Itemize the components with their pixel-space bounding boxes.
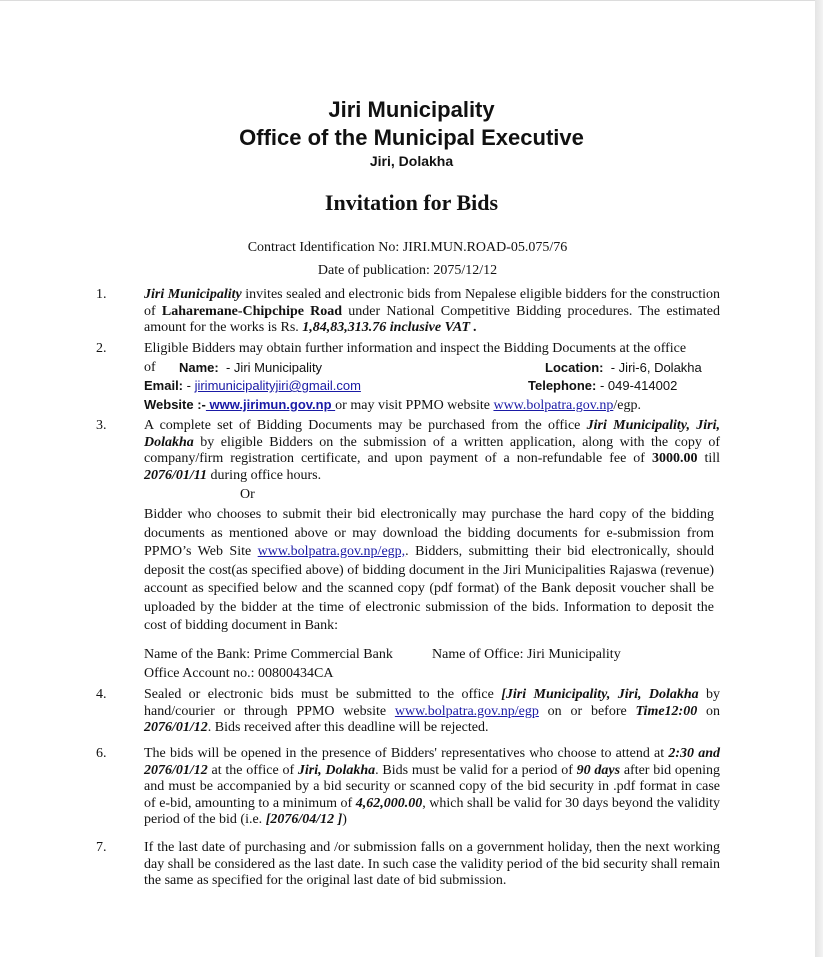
- document-title: Invitation for Bids: [324, 190, 499, 215]
- item-1-text: Jiri Municipality invites sealed and electronic bids from Nepalese eligible bidders for the construction of Laharemane-Chipchipe Road under National Competitive Bidding procedures. The estimated amount for the works is Rs. 1,84,83,313.76 inclusive VAT .: [144, 287, 720, 335]
- contract-id: Contract Identification No: JIRI.MUN.ROAD-05.075/76: [247, 240, 568, 255]
- publication-date: Date of publication: 2075/12/12: [317, 263, 498, 278]
- item-2-location: Location: - Jiri-6, Dolakha: [545, 360, 702, 375]
- item-7-number: 7.: [96, 840, 107, 855]
- item-3-text: A complete set of Bidding Documents may be purchased from the office Jiri Municipality, Jiri, Dolakha by eligible Bidders on the submission of a written application, along with the copy of company/firm registration certificate, and upon payment of a non-refundable fee of 3000.00 till 2076/01/11 during office hours.: [144, 418, 720, 483]
- item-6-text: The bids will be opened in the presence of Bidders' representatives who choose to attend at 2:30 and 2076/01/12 at the office of Jiri, Dolakha. Bids must be valid for a period of 90 days after bid opening and must be accompanied by a bid security or scanned copy of the bid security in .pdf format in case of e-bid, amounting to a minimum of 4,62,000.00, which shall be valid for 30 days beyond the validity period of the bid (i.e. [2076/04/12 ]): [144, 746, 720, 827]
- item-2-number: 2.: [96, 341, 107, 356]
- bank-name: Name of the Bank: Prime Commercial Bank: [144, 647, 393, 662]
- item-1-amount: 1,84,83,313.76 inclusive VAT .: [302, 320, 478, 335]
- item-2-of: of: [144, 360, 156, 375]
- email-link[interactable]: jirimunicipalityjiri@gmail.com: [194, 378, 361, 393]
- bolpatra-egp-link[interactable]: www.bolpatra.gov.np/egp,: [257, 544, 406, 559]
- item-2-email: Email: - jirimunicipalityjiri@gmail.com: [144, 378, 361, 393]
- office-name-bank: Name of Office: Jiri Municipality: [432, 647, 621, 662]
- item-1-employer: Jiri Municipality: [144, 287, 242, 302]
- office-name: Office of the Municipal Executive: [239, 125, 584, 150]
- item-3-or: Or: [240, 487, 255, 502]
- bolpatra-submit-link[interactable]: www.bolpatra.gov.np/egp: [394, 703, 539, 719]
- item-2-name: Name: - Jiri Municipality: [179, 360, 323, 375]
- office-place: Jiri, Dolakha: [369, 153, 454, 169]
- office-account: Office Account no.: 00800434CA: [144, 666, 334, 681]
- item-6-number: 6.: [96, 746, 107, 761]
- item-4-number: 4.: [96, 687, 107, 702]
- org-name: Jiri Municipality: [328, 97, 495, 122]
- page-top-border: [0, 0, 815, 1]
- item-2-telephone: Telephone: - 049-414002: [528, 378, 678, 393]
- page-edge-shadow: [815, 0, 823, 957]
- item-7-text: If the last date of purchasing and /or submission falls on a government holiday, then the next working day shall be considered as the last date. In such case the validity period of the bid security shall remain the same as specified for the original last date of bid submission.: [144, 840, 720, 888]
- item-1-number: 1.: [96, 287, 107, 302]
- ppmo-website-link[interactable]: www.bolpatra.gov.np: [493, 398, 614, 413]
- item-3-number: 3.: [96, 418, 107, 433]
- item-2-website: Website :- www.jirimun.gov.np or may visit PPMO website www.bolpatra.gov.np/egp.: [144, 397, 641, 413]
- item-2-text: Eligible Bidders may obtain further information and inspect the Bidding Documents at the office: [144, 341, 687, 356]
- item-1-road: Laharemane-Chipchipe Road: [161, 303, 343, 319]
- municipality-website-link[interactable]: www.jirimun.gov.np: [205, 397, 336, 412]
- item-3-electronic-text: Bidder who chooses to submit their bid electronically may purchase the hard copy of the bidding documents as mentioned above or may download the bidding documents for e-submission from PPMO’s Web Site www.bolpatra.gov.np/egp,. Bidders, submitting their bid electronically, should deposit the cost(as specified above) of bidding document in the Jiri Municipalities Rajaswa (revenue) account as specified below and the scanned copy (pdf format) of the Bank deposit voucher shall be uploaded by the bidder at the time of electronic submission of the bids. Information to deposit the cost of bidding document in Bank:: [144, 507, 714, 633]
- item-4-text: Sealed or electronic bids must be submitted to the office [Jiri Municipality, Jiri, Dolakha by hand/courier or through PPMO website www.bolpatra.gov.np/egp on or before Time12:00 on 2076/01/12. Bids received after this deadline will be rejected.: [144, 687, 721, 735]
